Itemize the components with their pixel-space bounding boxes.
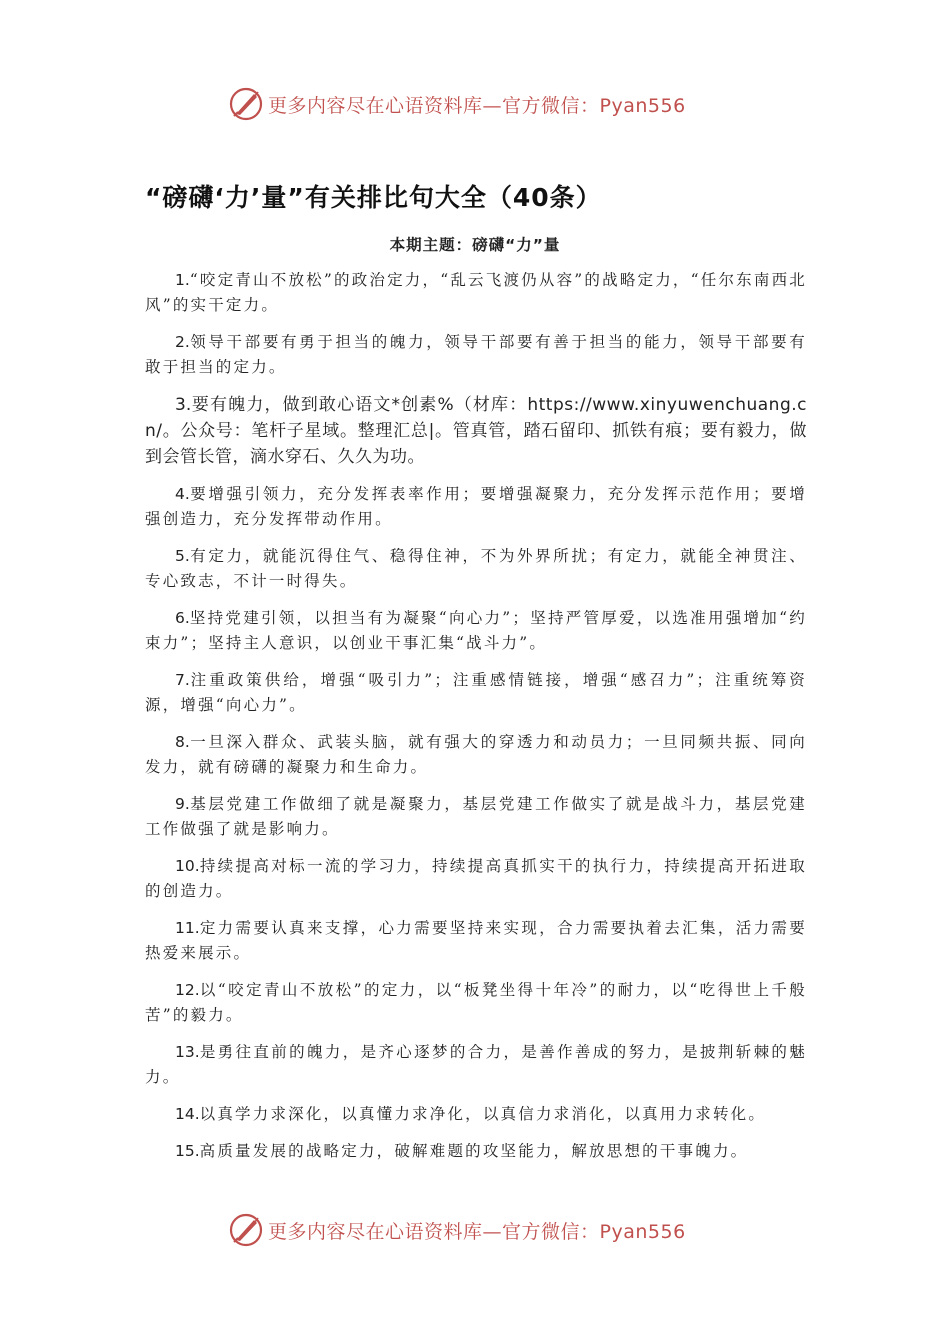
- list-item: 6.坚持党建引领，以担当有为凝聚“向心力”；坚持严管厚爱，以选准用强增加“约束力”；坚持主人意识，以创业干事汇集“战斗力”。: [145, 609, 807, 652]
- list-item: 12.以“咬定青山不放松”的定力，以“板凳坐得十年冷”的耐力，以“吃得世上千般苦”的毅力。: [145, 981, 807, 1024]
- list-item: 7.注重政策供给，增强“吸引力”；注重感情链接，增强“感召力”；注重统筹资源，增强“向心力”。: [145, 671, 807, 714]
- quill-pen-logo-icon: [228, 86, 264, 122]
- list-item: 1.“咬定青山不放松”的政治定力，“乱云飞渡仍从容”的战略定力，“任尔东南西北风”的实干定力。: [145, 271, 807, 314]
- list-item: 10.持续提高对标一流的学习力，持续提高真抓实干的执行力，持续提高开拓进取的创造力。: [145, 857, 807, 900]
- list-item: 5.有定力，就能沉得住气、稳得住神，不为外界所扰；有定力，就能全神贯注、专心致志，不计一时得失。: [145, 547, 807, 590]
- list-item: 4.要增强引领力，充分发挥表率作用；要增强凝聚力，充分发挥示范作用；要增强创造力，充分发挥带动作用。: [145, 485, 807, 528]
- list-item: 14.以真学力求深化，以真懂力求净化，以真信力求消化，以真用力求转化。: [175, 1105, 767, 1123]
- list-item: 13.是勇往直前的魄力，是齐心逐梦的合力，是善作善成的努力，是披荆斩棘的魅力。: [145, 1043, 807, 1086]
- banner-text: 更多内容尽在心语资料库—官方微信：Pyan556: [268, 94, 686, 117]
- list-item: 15.高质量发展的战略定力，破解难题的攻坚能力，解放思想的干事魄力。: [175, 1142, 749, 1160]
- document-body: [145, 268, 807, 1176]
- list-item: 9.基层党建工作做细了就是凝聚力，基层党建工作做实了就是战斗力，基层党建工作做强了就是影响力。: [145, 795, 807, 838]
- page-title: “磅礴‘力’量”有关排比句大全（40条）: [145, 183, 602, 212]
- wechat-id: Pyan556: [599, 1220, 686, 1243]
- header-banner: [228, 84, 748, 124]
- banner-text: 更多内容尽在心语资料库—官方微信：Pyan556: [268, 1220, 686, 1243]
- wechat-id: Pyan556: [599, 94, 686, 117]
- list-item: 2.领导干部要有勇于担当的魄力，领导干部要有善于担当的能力，领导干部要有敢于担当的定力。: [145, 333, 807, 376]
- list-item: 8.一旦深入群众、武装头脑，就有强大的穿透力和动员力；一旦同频共振、同向发力，就有磅礴的凝聚力和生命力。: [145, 733, 807, 776]
- list-item: 3.要有魄力，做到敢心语文*创素%（材库：https://www.xinyuwenchuang.cn/。公众号：笔杆子星域。整理汇总|。管真管，踏石留印、抓铁有痕；要有毅力，做到会管长管，滴水穿石、久久为功。: [145, 395, 807, 467]
- list-item: 11.定力需要认真来支撑，心力需要坚持来实现，合力需要执着去汇集，活力需要热爱来展示。: [145, 919, 807, 962]
- footer-banner: [228, 1210, 748, 1250]
- quill-pen-logo-icon: [228, 1212, 264, 1248]
- page-subtitle: 本期主题：磅礴“力”量: [389, 236, 561, 254]
